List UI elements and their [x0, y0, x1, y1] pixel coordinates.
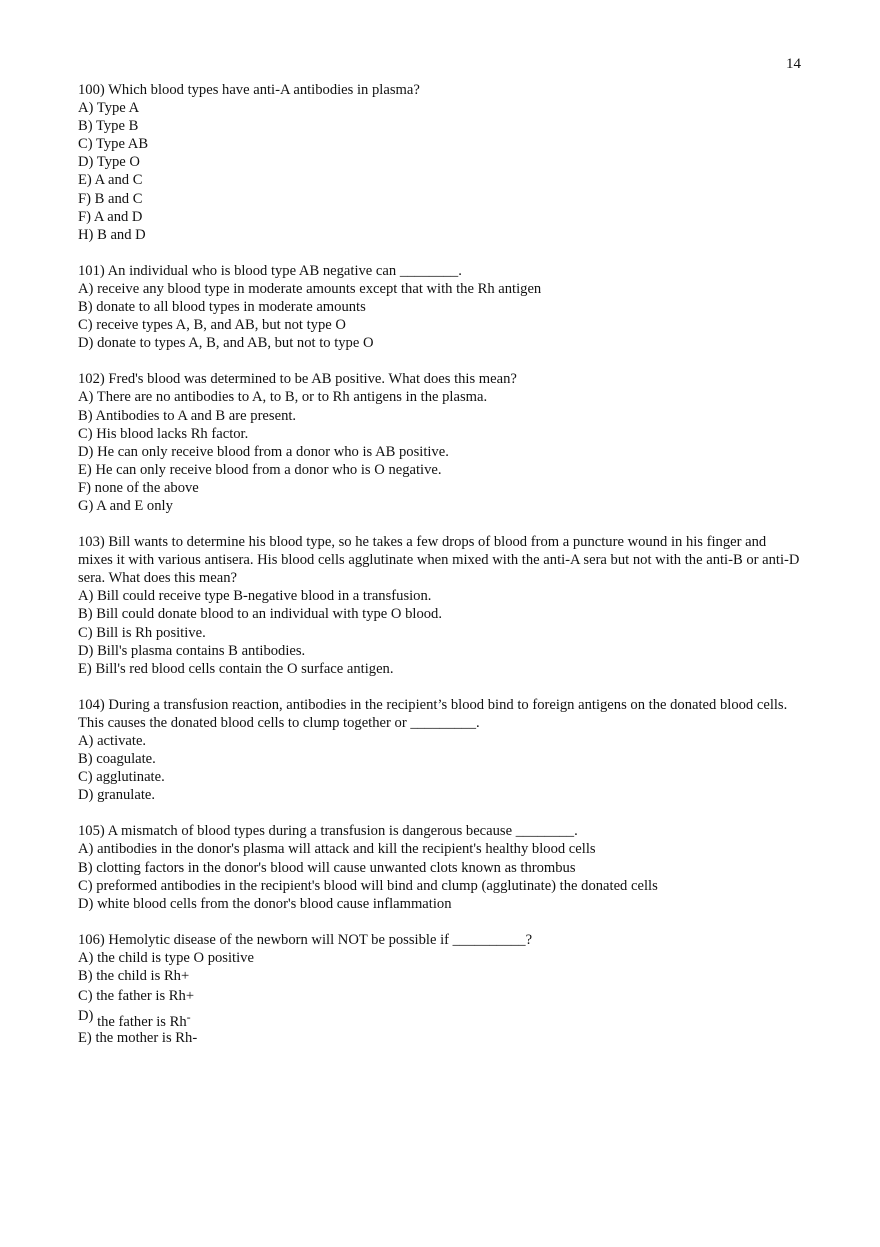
- option-text: Bill is Rh positive.: [96, 624, 206, 641]
- option-label: D): [78, 642, 94, 659]
- question-104: [78, 696, 803, 805]
- answer-option: [78, 840, 803, 858]
- option-text: receive types A, B, and AB, but not type O: [96, 317, 346, 334]
- question-100: [78, 81, 803, 244]
- option-label: B): [78, 606, 93, 623]
- option-text: white blood cells from the donor's blood cause inflammation: [97, 895, 452, 912]
- option-label: H): [78, 226, 94, 243]
- option-label: F): [78, 190, 91, 207]
- option-text: His blood lacks Rh factor.: [96, 425, 249, 442]
- answer-option: [78, 895, 803, 913]
- answer-option: [78, 624, 803, 642]
- option-text: B and C: [94, 190, 143, 207]
- answer-option: [78, 786, 803, 804]
- answer-option: [78, 479, 803, 497]
- question-list: [78, 81, 803, 1065]
- option-text: antibodies in the donor's plasma will attack and kill the recipient's healthy blood cells: [97, 841, 596, 858]
- option-label: A): [78, 100, 94, 117]
- answer-option: [78, 967, 803, 985]
- option-text: Bill's plasma contains B antibodies.: [97, 642, 306, 659]
- question-101: [78, 262, 803, 352]
- question-text: 100) Which blood types have anti-A antibodies in plasma?: [78, 82, 420, 98]
- option-label: D): [78, 154, 94, 171]
- page-number: 14: [786, 56, 801, 72]
- answer-option: [78, 334, 803, 352]
- option-text: Bill could donate blood to an individual with type O blood.: [96, 606, 443, 623]
- answer-option: [78, 1029, 803, 1047]
- option-label: F): [78, 479, 91, 496]
- option-label: B): [78, 968, 93, 985]
- option-label: A): [78, 841, 94, 858]
- answer-option: [78, 99, 803, 117]
- answer-option: [78, 407, 803, 425]
- option-label: C): [78, 425, 93, 442]
- superscript-minus: -: [186, 1010, 191, 1025]
- option-text: Type O: [96, 154, 140, 171]
- answer-option: [78, 750, 803, 768]
- option-label: E): [78, 1030, 92, 1047]
- answer-option: [78, 153, 803, 171]
- option-label: C): [78, 877, 93, 894]
- answer-option: [78, 117, 803, 135]
- option-text: the child is Rh+: [96, 968, 190, 985]
- option-text: activate.: [97, 733, 147, 749]
- answer-option: [78, 135, 803, 153]
- option-label: B): [78, 407, 93, 424]
- option-label: G): [78, 497, 94, 514]
- option-text: the child is type O positive: [97, 949, 254, 966]
- answer-option: [78, 497, 803, 515]
- option-label: D): [78, 895, 94, 912]
- question-text: 105) A mismatch of blood types during a transfusion is dangerous because ________.: [78, 823, 578, 840]
- option-text: granulate.: [97, 787, 156, 804]
- question-text: 101) An individual who is blood type AB negative can ________.: [78, 262, 462, 279]
- option-text: clotting factors in the donor's blood will cause unwanted clots known as thrombus: [96, 859, 576, 876]
- answer-option: [78, 388, 803, 406]
- option-label: A): [78, 733, 94, 749]
- answer-option: [78, 605, 803, 623]
- option-text: receive any blood type in moderate amounts except that with the Rh antigen: [97, 280, 542, 297]
- option-label: F): [78, 208, 91, 225]
- option-text: He can only receive blood from a donor who is O negative.: [95, 461, 442, 478]
- answer-option: [78, 877, 803, 895]
- option-label: C): [78, 136, 93, 153]
- option-text: agglutinate.: [96, 769, 165, 786]
- option-text: coagulate.: [96, 751, 156, 768]
- option-text: none of the above: [94, 479, 199, 496]
- option-label: C): [78, 988, 93, 1005]
- answer-option: [78, 987, 803, 1005]
- option-text: There are no antibodies to A, to B, or to Rh antigens in the plasma.: [96, 389, 488, 406]
- option-label: E): [78, 660, 92, 677]
- option-text: Bill's red blood cells contain the O surface antigen.: [95, 660, 394, 677]
- answer-option: [78, 443, 803, 461]
- question-105: [78, 822, 803, 912]
- question-102: [78, 370, 803, 515]
- option-label: C): [78, 769, 93, 786]
- question-103: [78, 533, 803, 678]
- answer-option: [78, 461, 803, 479]
- option-label: A): [78, 588, 94, 605]
- question-text: 106) Hemolytic disease of the newborn will NOT be possible if __________?: [78, 931, 533, 948]
- option-label: D): [78, 1008, 94, 1025]
- option-text: Antibodies to A and B are present.: [95, 407, 297, 424]
- option-label: C): [78, 624, 93, 641]
- option-label: E): [78, 172, 92, 189]
- option-label: B): [78, 859, 93, 876]
- answer-option: [78, 660, 803, 678]
- option-label: B): [78, 751, 93, 768]
- option-label: E): [78, 461, 92, 478]
- question-text: 104) During a transfusion reaction, antibodies in the recipient’s blood bind to foreign antigens on the donated blood cells. This causes the donated blood cells to clump together or _________.: [78, 696, 788, 731]
- answer-option: [78, 280, 803, 298]
- option-label: A): [78, 949, 94, 966]
- option-text: Bill could receive type B-negative blood in a transfusion.: [97, 588, 432, 605]
- option-label: B): [78, 299, 93, 316]
- option-text: donate to all blood types in moderate amounts: [96, 299, 366, 316]
- answer-option: [78, 949, 803, 967]
- answer-option: [78, 768, 803, 786]
- answer-option: [78, 208, 803, 226]
- option-text: Type B: [95, 118, 139, 135]
- option-text: Type A: [96, 100, 140, 117]
- answer-option: [78, 298, 803, 316]
- option-text: A and C: [94, 172, 143, 189]
- question-106: [78, 931, 803, 1048]
- option-text-main: the father is Rh: [97, 1014, 187, 1031]
- option-label: D): [78, 335, 94, 352]
- question-text: 103) Bill wants to determine his blood type, so he takes a few drops of blood from a puncture wound in his finger and mixes it with various antisera. His blood cells agglutinate when mixed with the anti-A sera but not with the anti-B or anti-D sera. What does this mean?: [78, 534, 800, 587]
- option-label: A): [78, 280, 94, 297]
- option-label: D): [78, 443, 94, 460]
- answer-option: [78, 190, 803, 208]
- option-text: He can only receive blood from a donor who is AB positive.: [97, 443, 449, 460]
- option-text: Type AB: [95, 136, 149, 153]
- option-text: the mother is Rh-: [95, 1030, 198, 1047]
- option-text: preformed antibodies in the recipient's blood will bind and clump (agglutinate) the donated cells: [96, 877, 658, 894]
- option-label: C): [78, 317, 93, 334]
- option-label: A): [78, 389, 94, 406]
- answer-option: [78, 587, 803, 605]
- option-text: B and D: [97, 226, 146, 243]
- option-label: D): [78, 787, 94, 804]
- option-label: B): [78, 118, 93, 135]
- option-text: A and E only: [96, 497, 173, 514]
- answer-option: [78, 859, 803, 877]
- answer-option: [78, 642, 803, 660]
- answer-option: [78, 226, 803, 244]
- question-text: 102) Fred's blood was determined to be AB positive. What does this mean?: [78, 371, 517, 388]
- option-text: the father is Rh+: [96, 988, 195, 1005]
- answer-option: [78, 171, 803, 189]
- option-text: [97, 1010, 191, 1031]
- answer-option: [78, 425, 803, 443]
- answer-option: [78, 732, 803, 750]
- answer-option: [78, 1008, 803, 1031]
- option-text: A and D: [93, 208, 143, 225]
- option-text: donate to types A, B, and AB, but not to type O: [97, 335, 374, 352]
- answer-option: [78, 316, 803, 334]
